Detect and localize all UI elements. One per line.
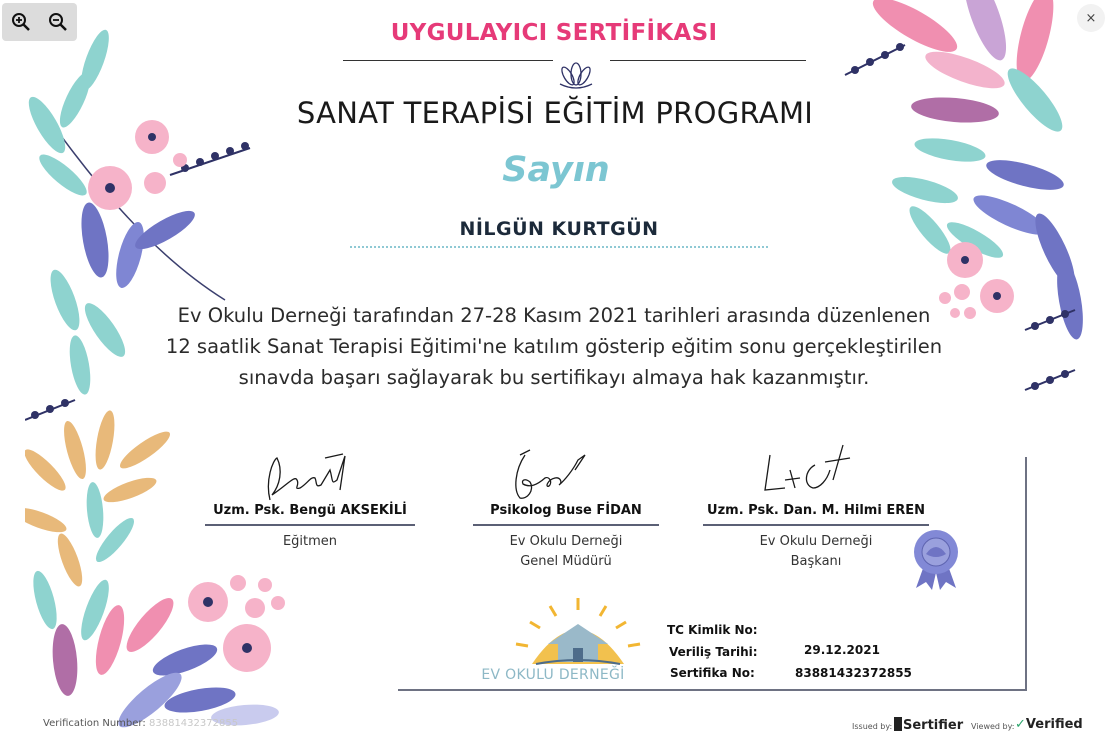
signature-line (703, 524, 929, 526)
certificate-type-title: UYGULAYICI SERTİFİKASI (390, 20, 718, 46)
verified-text: Verified (1025, 717, 1083, 732)
signature-hilmi (765, 445, 850, 490)
association-logo (516, 598, 640, 664)
zoom-in-icon (11, 12, 31, 32)
role-line: Genel Müdürü (520, 554, 612, 569)
signatory-role (473, 532, 659, 572)
frame-border-right (1025, 457, 1027, 691)
recipient-name: NİLGÜN KURTGÜN (459, 218, 659, 240)
signatory-name: Psikolog Buse FİDAN (490, 503, 642, 518)
zoom-out-icon (48, 12, 68, 32)
association-name: EV OKULU DERNEĞİ (481, 667, 625, 683)
title-divider-right (610, 60, 806, 61)
sertifier-icon (894, 717, 902, 731)
role-line: Eğitmen (282, 534, 338, 549)
zoom-out-button[interactable] (44, 8, 72, 36)
certificate-canvas (25, 0, 1083, 743)
body-line: sınavda başarı sağlayarak bu sertifikayı almaya hak kazanmıştır. (238, 366, 870, 389)
body-line: Ev Okulu Derneği tarafından 27-28 Kasım 2021 tarihleri arasında düzenlenen (177, 304, 931, 327)
bottom-left-branch (25, 399, 285, 735)
program-title: SANAT TERAPİSİ EĞİTİM PROGRAMI (296, 96, 814, 130)
role-line: Ev Okulu Derneği (509, 534, 623, 549)
zoom-toolbar (2, 3, 77, 41)
close-button[interactable] (1077, 4, 1105, 32)
signatory-role (703, 532, 929, 572)
certificate-number-label: Sertifika No: (670, 666, 755, 680)
signatory-role (205, 532, 415, 552)
role-line: Ev Okulu Derneği (759, 534, 873, 549)
viewed-by-label: Viewed by: (971, 722, 1015, 731)
certificate-body (150, 300, 958, 393)
role-line: Başkanı (790, 554, 842, 569)
close-icon: × (1085, 10, 1097, 26)
title-divider-left (343, 60, 553, 61)
verified-check-icon: ✓ (1015, 717, 1026, 732)
issue-date-label: Veriliş Tarihi: (669, 645, 758, 659)
tc-label: TC Kimlik No: (667, 623, 758, 637)
sertifier-text: Sertifier (903, 718, 964, 733)
frame-border-bottom (398, 689, 1027, 691)
signature-buse (516, 450, 585, 498)
verification-label: Verification Number: (43, 718, 146, 729)
issue-date-value: 29.12.2021 (804, 643, 880, 657)
sertifier-logo[interactable] (894, 717, 963, 733)
signature-line (473, 524, 659, 526)
certificate-number-value: 83881432372855 (795, 666, 912, 680)
signature-line (205, 524, 415, 526)
issued-by-label: Issued by: (852, 722, 893, 731)
signature-bengu (268, 454, 345, 500)
body-line: 12 saatlik Sanat Terapisi Eğitimi'ne katılım gösterip eğitim sonu gerçekleştirilen (165, 335, 943, 358)
recipient-underline (350, 246, 768, 248)
signatory-name: Uzm. Psk. Bengü AKSEKİLİ (213, 503, 407, 518)
verified-logo[interactable] (1015, 717, 1083, 732)
lotus-ornament (560, 63, 593, 88)
zoom-in-button[interactable] (7, 8, 35, 36)
greeting: Sayın (502, 150, 610, 190)
verification-number[interactable]: 83881432372855 (149, 718, 239, 729)
signatory-name: Uzm. Psk. Dan. M. Hilmi EREN (707, 503, 925, 518)
